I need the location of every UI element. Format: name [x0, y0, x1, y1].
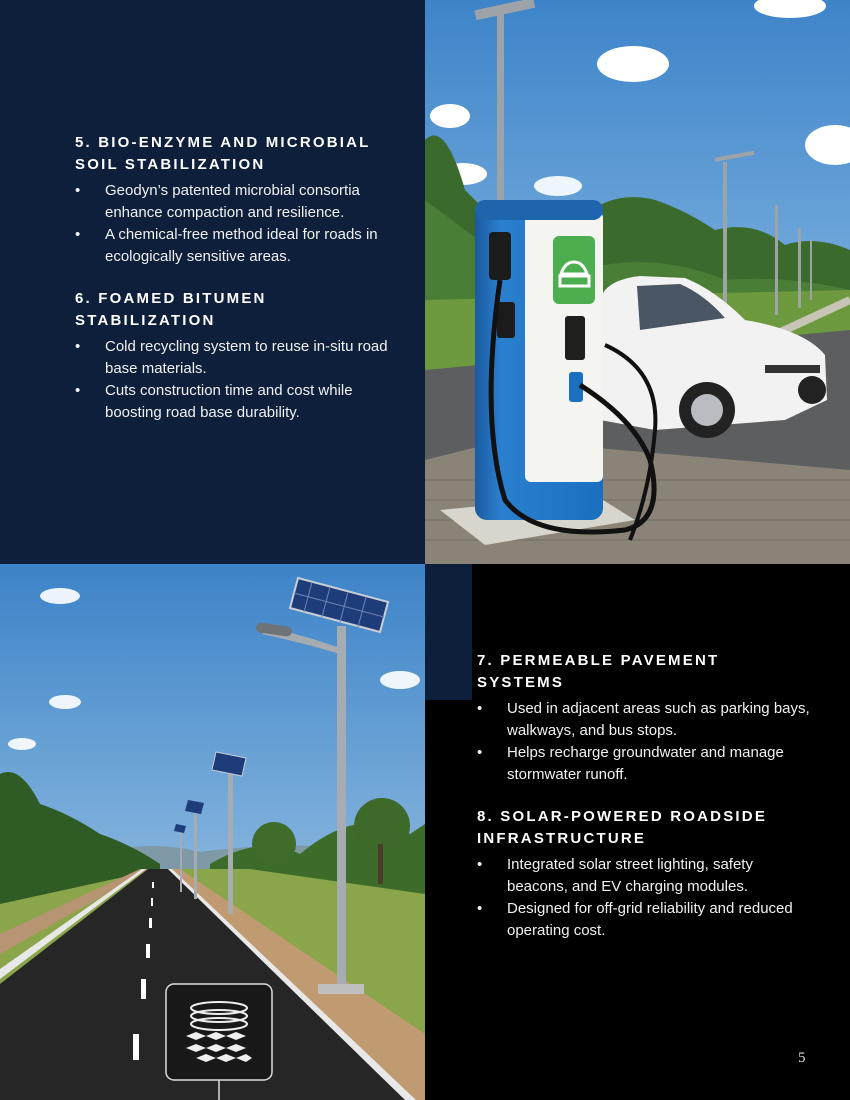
- bullet-item: • Designed for off-grid reliability and reduced operating cost.: [477, 898, 812, 942]
- section-bio-enzyme: [75, 132, 405, 268]
- bullet-item: • Used in adjacent areas such as parking bays, walkways, and bus stops.: [477, 698, 812, 742]
- page-number: 5: [798, 1050, 806, 1066]
- bullet-item: • Integrated solar street lighting, safety beacons, and EV charging modules.: [477, 854, 812, 898]
- solar-street-lights-road-photo: [0, 564, 425, 1100]
- section-foamed-bitumen: [75, 288, 405, 424]
- section-title: 8. SOLAR-POWERED ROADSIDE INFRASTRUCTURE: [477, 808, 768, 847]
- bullet-list: [477, 698, 812, 786]
- accent-block: [425, 564, 472, 700]
- bullet-item: • Helps recharge groundwater and manage stormwater runoff.: [477, 742, 812, 786]
- top-left-panel: [0, 0, 425, 564]
- section-title: 7. PERMEABLE PAVEMENT SYSTEMS: [477, 652, 720, 691]
- bullet-item: • Cold recycling system to reuse in-situ road base materials.: [75, 336, 405, 380]
- section-solar-infrastructure: [477, 806, 812, 942]
- bullet-item: • Cuts construction time and cost while boosting road base durability.: [75, 380, 405, 424]
- bullet-list: [477, 854, 812, 942]
- ev-charging-station-photo: [425, 0, 850, 564]
- section-permeable-pavement: [477, 650, 812, 786]
- section-title: 5. BIO-ENZYME AND MICROBIAL SOIL STABILIZATION: [75, 134, 371, 173]
- section-title: 6. FOAMED BITUMEN STABILIZATION: [75, 290, 267, 329]
- bullet-list: [75, 336, 405, 424]
- bullet-list: [75, 180, 405, 268]
- bullet-item: • A chemical-free method ideal for roads in ecologically sensitive areas.: [75, 224, 405, 268]
- bullet-item: • Geodyn’s patented microbial consortia enhance compaction and resilience.: [75, 180, 405, 224]
